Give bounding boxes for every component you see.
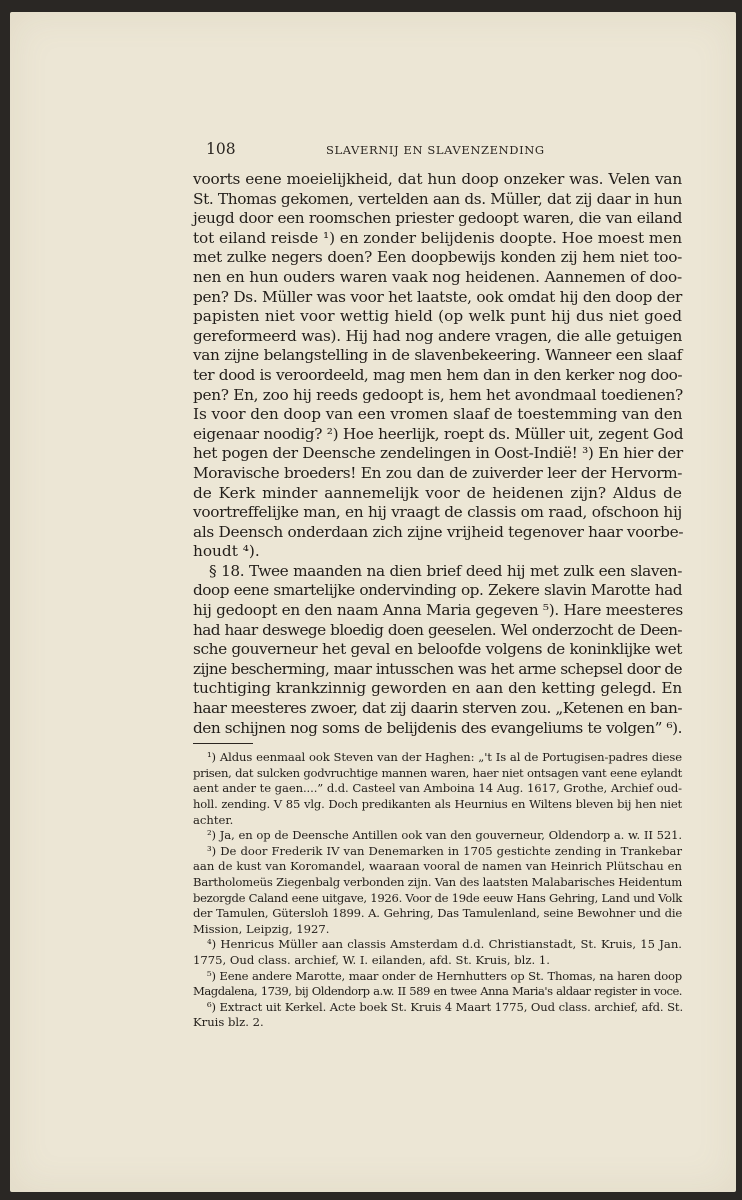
footnote-line: aent ander te gaen....” d.d. Casteel van Amboina 14 Aug. 1617, Grothe, Archief oud- bbox=[193, 781, 682, 796]
footnote-line: Magdalena, 1739, bij Oldendorp a.w. II 589 en twee Anna Maria's aldaar register in voce. bbox=[193, 984, 682, 999]
body-line: tot eiland reisde ¹) en zonder belijdenis doopte. Hoe moest men bbox=[193, 228, 682, 247]
body-line: tuchtiging krankzinnig geworden en aan den ketting gelegd. En bbox=[193, 679, 682, 698]
footnote-line: ³) De door Frederik IV van Denemarken in 1705 gestichte zending in Trankebar bbox=[207, 843, 682, 858]
footnote-line: aan de kust van Koromandel, waaraan vooral de namen van Heinrich Plütschau en bbox=[193, 859, 682, 874]
footnote-line: ⁴) Henricus Müller aan classis Amsterdam d.d. Christianstadt, St. Kruis, 15 Jan. bbox=[207, 937, 682, 952]
body-line: nen en hun ouders waren vaak nog heidenen. Aannemen of doo- bbox=[193, 267, 682, 286]
body-line: St. Thomas gekomen, vertelden aan ds. Müller, dat zij daar in hun bbox=[193, 189, 682, 208]
page-header bbox=[206, 140, 692, 164]
body-line: haar meesteres zwoer, dat zij daarin sterven zou. „Ketenen en ban- bbox=[193, 699, 682, 718]
body-text bbox=[193, 170, 682, 738]
body-line: het pogen der Deensche zendelingen in Oost-Indië! ³) En hier der bbox=[193, 444, 683, 463]
body-line: ter dood is veroordeeld, mag men hem dan in den kerker nog doo- bbox=[193, 365, 682, 384]
body-line: eigenaar noodig? ²) Hoe heerlijk, roept ds. Müller uit, zegent God bbox=[193, 424, 684, 443]
footnotes bbox=[193, 750, 682, 1031]
body-line: zijne bescherming, maar intusschen was het arme schepsel door de bbox=[193, 659, 682, 678]
body-line: pen? En, zoo hij reeds gedoopt is, hem het avondmaal toedienen? bbox=[193, 385, 683, 404]
section-18-start: § 18. Twee maanden na dien brief deed hij met zulk een slaven- bbox=[209, 561, 682, 580]
body-line: sche gouverneur het geval en beloofde volgens de koninklijke wet bbox=[193, 640, 682, 659]
footnote-line: holl. zending. V 85 vlg. Doch predikanten als Heurnius en Wiltens bleven bij hen niet bbox=[193, 797, 682, 811]
body-line: pen? Ds. Müller was voor het laatste, ook omdat hij den doop der bbox=[193, 287, 682, 306]
body-line: papisten niet voor wettig hield (op welk punt hij dus niet goed bbox=[193, 307, 682, 326]
body-line: gereformeerd was). Hij had nog andere vragen, die alle getuigen bbox=[193, 326, 682, 345]
footnote-line: achter. bbox=[193, 812, 234, 827]
footnote-line: ⁶) Extract uit Kerkel. Acte boek St. Kruis 4 Maart 1775, Oud class. archief, afd. St. bbox=[207, 999, 684, 1014]
body-line: Moravische broeders! En zou dan de zuiverder leer der Hervorm- bbox=[193, 463, 682, 482]
body-line: de Kerk minder aannemelijk voor de heidenen zijn? Aldus de bbox=[193, 483, 682, 502]
page-number: 108 bbox=[206, 140, 236, 158]
footnote-line: der Tamulen, Gütersloh 1899. A. Gehring, Das Tamulenland, seine Bewohner und die bbox=[193, 906, 682, 921]
body-line: hij gedoopt en den naam Anna Maria gegeven ⁵). Hare meesteres bbox=[193, 601, 683, 620]
body-line: voortreffelijke man, en hij vraagt de classis om raad, ofschoon hij bbox=[193, 503, 682, 522]
body-line: den schijnen nog soms de belijdenis des evangeliums te volgen” ⁶). bbox=[193, 718, 682, 737]
body-line: met zulke negers doen? Een doopbewijs konden zij hem niet too- bbox=[193, 248, 682, 267]
body-line: houdt ⁴). bbox=[193, 542, 260, 561]
body-line: jeugd door een roomschen priester gedoopt waren, die van eiland bbox=[193, 209, 682, 228]
body-line: doop eene smartelijke ondervinding op. Zekere slavin Marotte had bbox=[193, 581, 682, 600]
footnote-line: ¹) Aldus eenmaal ook Steven van der Haghen: „'t Is al de Portugisen-padres diese bbox=[207, 750, 682, 765]
body-line: als Deensch onderdaan zich zijne vrijheid tegenover haar voorbe- bbox=[193, 522, 684, 541]
running-title: SLAVERNIJ EN SLAVENZENDING bbox=[326, 143, 545, 157]
body-line: had haar deswege bloedig doen geeselen. Wel onderzocht de Deen- bbox=[193, 620, 682, 639]
footnote-line: 1775, Oud class. archief, W. I. eilanden, afd. St. Kruis, blz. 1. bbox=[193, 952, 550, 967]
body-line: van zijne belangstelling in de slavenbekeering. Wanneer een slaaf bbox=[193, 346, 682, 365]
footnote-line: Kruis blz. 2. bbox=[193, 1015, 264, 1030]
body-line: Is voor den doop van een vromen slaaf de toestemming van den bbox=[193, 405, 683, 424]
footnote-divider bbox=[193, 743, 253, 744]
footnote-line: ⁵) Eene andere Marotte, maar onder de Hernhutters op St. Thomas, na haren doop bbox=[207, 968, 682, 983]
footnote-line: ²) Ja, en op de Deensche Antillen ook van den gouverneur, Oldendorp a. w. II 521. bbox=[207, 828, 682, 843]
footnote-line: Mission, Leipzig, 1927. bbox=[193, 921, 330, 936]
footnote-line: Bartholomeüs Ziegenbalg verbonden zijn. Van des laatsten Malabarisches Heidentum bbox=[193, 874, 682, 889]
body-line: voorts eene moeielijkheid, dat hun doop onzeker was. Velen van bbox=[193, 170, 682, 188]
footnote-line: prisen, dat sulcken godvruchtige mannen waren, haer niet ontsagen vant eene eylandt bbox=[193, 765, 682, 780]
footnote-line: bezorgde Caland eene uitgave, 1926. Voor de 19de eeuw Hans Gehring, Land und Volk bbox=[193, 890, 682, 905]
main-text-block bbox=[193, 170, 682, 1031]
